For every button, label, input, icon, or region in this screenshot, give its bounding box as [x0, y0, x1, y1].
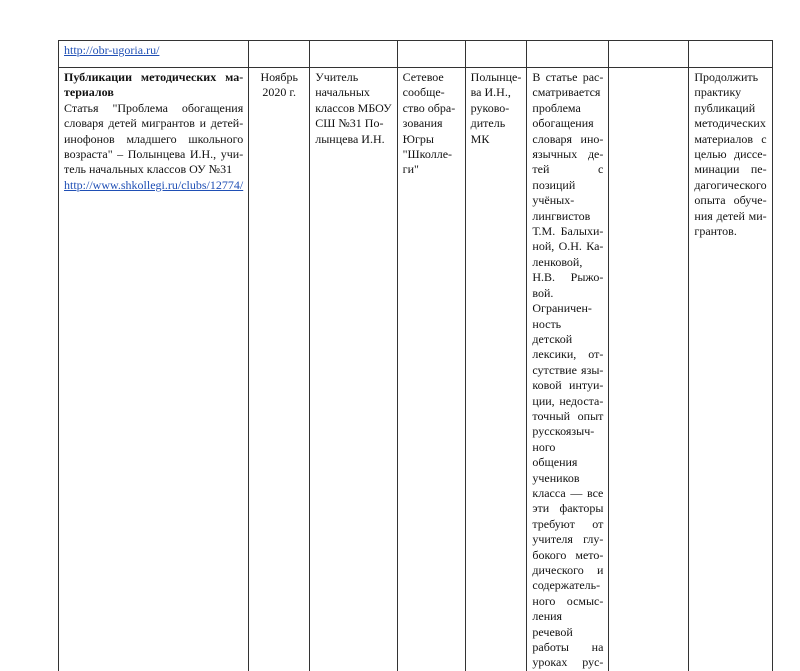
- cell-summary: [527, 68, 609, 671]
- text-line: сообще-: [402, 85, 445, 100]
- text-line: минации пе-: [694, 162, 767, 177]
- text-line: материалов с: [694, 131, 767, 146]
- obr-ugoria-link[interactable]: http://obr-ugoria.ru/: [64, 43, 160, 57]
- cell-author: [310, 68, 397, 671]
- report-table: [58, 40, 773, 671]
- cell-responsible: [465, 68, 527, 671]
- text-line: ность детской: [532, 316, 573, 346]
- text-line: Ноябрь: [260, 70, 298, 84]
- text-line: Учитель: [315, 70, 359, 84]
- text-line: тель начальных классов ОУ №31: [64, 162, 233, 177]
- text-line: уроках рус-: [532, 655, 604, 670]
- cell-venue: [397, 68, 465, 671]
- text-line: классов МБОУ: [315, 100, 392, 115]
- event-description: [64, 101, 243, 178]
- text-line: В статье рас-: [532, 70, 604, 84]
- text-line: Н.В. Рыжо-: [532, 270, 604, 285]
- text-line: "Школле-: [402, 147, 453, 162]
- text-line: СШ №31 По-: [315, 116, 384, 131]
- text-line: 2020 г.: [262, 85, 296, 100]
- text-line: ва И.Н.,: [470, 85, 511, 100]
- cell-empty: [310, 41, 397, 68]
- text-line: ленковой,: [532, 254, 583, 269]
- cell-empty: [527, 41, 609, 68]
- event-title: [64, 70, 243, 101]
- cell-event: [59, 41, 249, 68]
- text-line: целью диссе-: [694, 147, 767, 162]
- text-line: практику: [694, 85, 742, 100]
- text-line: сутствие язы-: [532, 362, 604, 377]
- text-line: обогащения: [532, 116, 594, 131]
- cell-empty: [609, 68, 689, 671]
- text-line: ного осмыс-: [532, 593, 604, 608]
- cell-plan: [689, 68, 772, 671]
- table-row: [59, 68, 773, 671]
- text-line: точный опыт: [532, 408, 604, 423]
- cell-event: [59, 68, 249, 671]
- text-line: Сетевое: [402, 70, 444, 84]
- text-line: вой.: [532, 285, 554, 300]
- text-line: словаря ино-: [532, 131, 604, 146]
- text-line: Продолжить: [694, 70, 759, 84]
- text-line: МК: [470, 131, 490, 146]
- text-line: Полынце-: [470, 70, 522, 84]
- text-line: словаря детей мигрантов и детей-: [64, 116, 244, 131]
- text-line: дагогического: [694, 177, 767, 192]
- text-line: дического и: [532, 563, 604, 577]
- text-line: возраста" – Полынцева И.Н., учи-: [64, 147, 244, 162]
- text-line: публикаций: [694, 100, 756, 115]
- text-line: лынцева И.Н.: [315, 131, 385, 146]
- text-line: учеников: [532, 470, 580, 485]
- text-line: Югры: [402, 131, 434, 146]
- text-line: Статья "Проблема обогащения: [64, 100, 244, 115]
- cell-empty: [689, 41, 772, 68]
- shkollegi-link[interactable]: http://www.shkollegi.ru/clubs/12774/: [64, 177, 244, 192]
- text-line: сматривается: [532, 85, 601, 100]
- cell-empty: [465, 41, 527, 68]
- text-line: русскоязыч-: [532, 424, 595, 439]
- text-line: бокого мето-: [532, 547, 604, 562]
- text-line: класса — все: [532, 485, 604, 500]
- text-line: Ограничен-: [532, 301, 592, 316]
- text-line: язычных де-: [532, 147, 604, 162]
- text-line: лексики, от-: [532, 347, 604, 362]
- text-line: содержатель-: [532, 578, 601, 593]
- text-line: учёных-: [532, 193, 575, 208]
- text-line: зования: [402, 116, 443, 131]
- text-line: проблема: [532, 100, 581, 115]
- text-line: начальных: [315, 85, 370, 100]
- text-line: требуют от: [532, 516, 604, 531]
- text-line: ство обра-: [402, 100, 456, 115]
- text-line: методических: [694, 116, 766, 131]
- cell-empty: [609, 41, 689, 68]
- text-line: ного общения: [532, 439, 578, 470]
- text-line: ной, О.Н. Ка-: [532, 239, 604, 254]
- text-line: опыта обуче-: [694, 193, 767, 208]
- text-line: лингвистов: [532, 208, 591, 223]
- text-line: Т.М. Балыхи-: [532, 224, 604, 239]
- text-line: Публикации методических ма-: [64, 70, 244, 84]
- cell-date: [249, 68, 310, 671]
- text-line: териалов: [64, 85, 114, 100]
- text-line: дитель: [470, 116, 506, 131]
- text-line: эти факторы: [532, 501, 604, 516]
- text-line: работы на: [532, 640, 604, 655]
- text-line: учителя глу-: [532, 532, 604, 547]
- text-line: инофонов младшего школьного: [64, 131, 244, 146]
- text-line: ковой интуи-: [532, 378, 604, 393]
- text-line: ления речевой: [532, 609, 573, 639]
- cell-empty: [397, 41, 465, 68]
- text-line: тей с позиций: [532, 162, 604, 192]
- text-line: грантов.: [694, 224, 737, 239]
- cell-empty: [249, 41, 310, 68]
- text-line: руково-: [470, 100, 510, 115]
- text-line: ции, недоста-: [532, 393, 604, 408]
- text-line: ги": [402, 162, 419, 177]
- text-line: ния детей ми-: [694, 208, 767, 223]
- table-row: [59, 41, 773, 68]
